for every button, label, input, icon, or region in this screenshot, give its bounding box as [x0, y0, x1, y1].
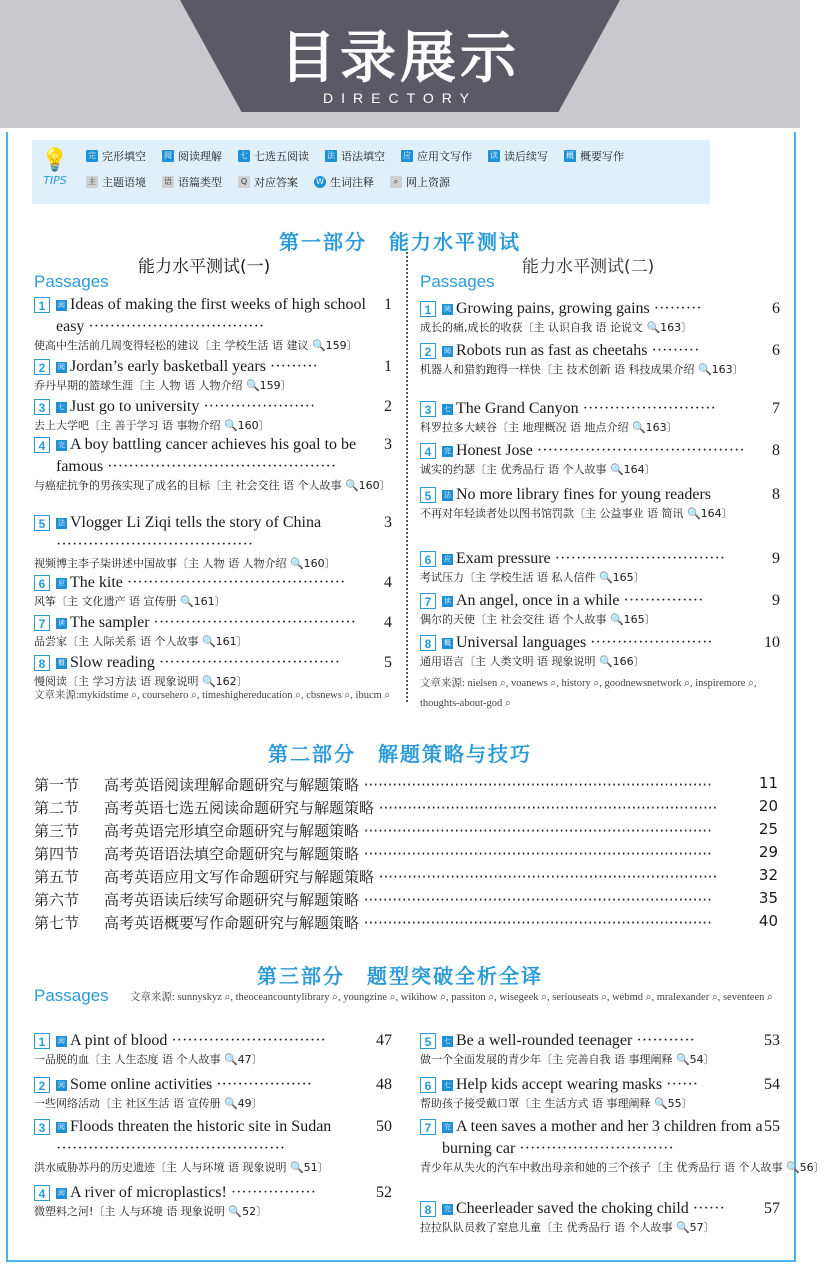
entry-number: 1 [34, 1033, 50, 1049]
tip-label: 网上资源 [406, 176, 450, 189]
tip-badge-icon: 阅 [164, 151, 172, 160]
section-number: 第三节 [34, 822, 80, 840]
entry-subtitle: 去上大学吧〔主 善于学习 语 事物介绍 🔍160〕 [34, 419, 270, 432]
entry-number: 8 [34, 655, 50, 671]
entry-page: 50 [376, 1118, 392, 1135]
section-page: 32 [758, 866, 778, 884]
toc-entry [34, 1182, 392, 1220]
entry-title [420, 548, 780, 570]
entry-subtitle: 偶尔的天使〔主 社会交往 语 个人故事 🔍165〕 [420, 613, 656, 626]
entry-number: 2 [420, 343, 436, 359]
entry-page: 47 [376, 1032, 392, 1049]
entry-number: 2 [34, 1077, 50, 1093]
section-row [34, 889, 778, 910]
entry-title [34, 652, 392, 674]
tip-badge-icon: 完 [88, 151, 96, 160]
entry-page: 3 [384, 436, 392, 453]
tip-badge-icon: 七 [240, 151, 248, 160]
entry-page: 8 [772, 486, 780, 503]
toc-entry [34, 512, 392, 572]
entry-title [420, 1074, 780, 1096]
col1-source: 文章来源:mykidstime ⌕, coursehero ⌕, timeshighereducation ⌕, cbsnews ⌕, ibucm ⌕ [34, 690, 391, 701]
section-row [34, 866, 778, 887]
part2-title: 第二部分 解题策略与技巧 [268, 742, 532, 766]
entry-title [420, 340, 780, 362]
section-row [34, 912, 778, 933]
tips-label: TIPS [43, 174, 67, 187]
entry-title-text: The kite ········································· [70, 574, 346, 591]
entry-title [420, 398, 780, 420]
toc-entry [34, 294, 392, 354]
question-type-icon: 七 [444, 405, 451, 413]
question-type-icon: 阅 [58, 1123, 65, 1131]
entry-subtitle: 品尝家〔主 人际关系 语 个人故事 🔍161〕 [34, 635, 248, 648]
entry-title [34, 1074, 392, 1096]
entry-page: 54 [764, 1076, 780, 1093]
entry-title-text: The Grand Canyon ························· [456, 400, 716, 417]
column-divider [406, 252, 408, 702]
tip-badge-icon: 语 [164, 177, 172, 186]
question-type-icon: 应 [444, 555, 451, 563]
section-row [34, 797, 778, 818]
tip-label: 概要写作 [580, 150, 624, 163]
section-number: 第一节 [34, 776, 80, 794]
entry-number: 5 [34, 515, 50, 531]
entry-subtitle: 风筝〔主 文化遗产 语 宣传册 🔍161〕 [34, 595, 226, 608]
entry-title-text: Just go to university ····················· [70, 398, 316, 415]
entry-number: 6 [420, 1077, 436, 1093]
entry-title [34, 294, 392, 338]
part3-title: 第三部分 题型突破全析全译 [257, 964, 543, 988]
entry-subtitle: 乔丹早期的篮球生涯〔主 人物 语 人物介绍 🔍159〕 [34, 379, 292, 392]
entry-subtitle: 帮助孩子接受戴口罩〔主 生活方式 语 事理阐释 🔍55〕 [420, 1097, 693, 1110]
entry-title [420, 1030, 780, 1052]
entry-subtitle: 不再对年轻读者处以图书馆罚款〔主 公益事业 语 简讯 🔍164〕 [420, 507, 733, 520]
entry-title-text: Ideas of making the first weeks of high school easy ································· [56, 296, 366, 335]
tip-item [401, 148, 472, 164]
col1-heading: 能力水平测试(一) [138, 257, 271, 277]
section-number: 第四节 [34, 845, 80, 863]
tip-label: 对应答案 [254, 176, 298, 189]
section-number: 第二节 [34, 799, 80, 817]
page-subtitle: DIRECTORY [323, 90, 477, 106]
entry-title-text: Cheerleader saved the choking child ······ [456, 1200, 725, 1217]
section-row [34, 843, 778, 864]
col1-passages-label: Passages [34, 272, 109, 291]
entry-title-text: Jordan’s early basketball years ········· [70, 358, 318, 375]
entry-title [420, 632, 780, 654]
tip-label: 语法填空 [341, 150, 385, 163]
section-page: 25 [758, 820, 778, 838]
entry-subtitle: 科罗拉多大峡谷〔主 地理概况 语 地点介绍 🔍163〕 [420, 421, 678, 434]
entry-page: 48 [376, 1076, 392, 1093]
tip-item [162, 148, 222, 164]
tip-badge-icon: W [314, 176, 326, 188]
tip-label: 主题语境 [102, 176, 146, 189]
entry-subtitle: 通用语言〔主 人类文明 语 现象说明 🔍166〕 [420, 655, 645, 668]
entry-title [420, 440, 780, 462]
tip-item [162, 174, 222, 190]
question-type-icon: 应 [58, 579, 65, 587]
question-type-icon: 阅 [444, 347, 451, 355]
tip-label: 七选五阅读 [254, 150, 309, 163]
entry-title-text: A pint of blood ····························· [70, 1032, 326, 1049]
tip-label: 读后续写 [504, 150, 548, 163]
question-type-icon: 阅 [58, 301, 65, 309]
section-title: 高考英语完形填空命题研究与解题策略 ········································································· [104, 822, 712, 840]
entry-page: 6 [772, 300, 780, 317]
entry-subtitle: 一品脱的血〔主 人生态度 语 个人故事 🔍47〕 [34, 1053, 263, 1066]
entry-number: 7 [420, 593, 436, 609]
question-type-icon: 阅 [444, 305, 451, 313]
entry-title-text: Help kids accept wearing masks ······ [456, 1076, 699, 1093]
toc-entry [34, 572, 392, 610]
entry-subtitle: 拉拉队队员救了窒息儿童〔主 优秀品行 语 个人故事 🔍57〕 [420, 1221, 715, 1234]
entry-title [34, 356, 392, 378]
toc-entry [34, 356, 392, 394]
entry-page: 1 [384, 358, 392, 375]
question-type-icon: 阅 [58, 1037, 65, 1045]
tip-label: 语篇类型 [178, 176, 222, 189]
tips-row-1 [86, 148, 640, 164]
question-type-icon: 阅 [58, 1189, 65, 1197]
col2-heading: 能力水平测试(二) [522, 257, 655, 277]
part1-title: 第一部分 能力水平测试 [279, 230, 521, 254]
col2-source: 文章来源: nielsen ⌕, voanews ⌕, history ⌕, goodnewsnetwork ⌕, inspiremore ⌕, thoughts-about-god ⌕ [420, 678, 757, 709]
entry-title-text: A river of microplastics! ················ [70, 1184, 317, 1201]
entry-subtitle: 慢阅读〔主 学习方法 语 现象说明 🔍162〕 [34, 675, 248, 688]
toc-entry [34, 1074, 392, 1112]
section-number: 第五节 [34, 868, 80, 886]
entry-page: 1 [384, 296, 392, 313]
section-page: 29 [758, 843, 778, 861]
tip-label: 生词注释 [330, 176, 374, 189]
entry-subtitle: 考试压力〔主 学校生活 语 私人信件 🔍165〕 [420, 571, 645, 584]
entry-title [34, 1030, 392, 1052]
toc-entry [420, 548, 780, 586]
entry-title-text: Slow reading ·································· [70, 654, 341, 671]
tip-item [488, 148, 548, 164]
entry-number: 1 [420, 301, 436, 317]
entry-number: 5 [420, 1033, 436, 1049]
entry-title [34, 612, 392, 634]
entry-title [34, 512, 392, 556]
tip-item [238, 148, 309, 164]
entry-page: 9 [772, 592, 780, 609]
tip-item [86, 148, 146, 164]
section-title: 高考英语七选五阅读命题研究与解题策略 ······································································· [104, 799, 718, 817]
entry-number: 3 [34, 1119, 50, 1135]
section-title: 高考英语读后续写命题研究与解题策略 ········································································· [104, 891, 712, 909]
question-type-icon: 阅 [58, 1081, 65, 1089]
tip-badge-icon: 主 [88, 177, 96, 186]
toc-entry [34, 612, 392, 650]
toc-entry [34, 396, 392, 434]
tip-item [314, 174, 374, 190]
entry-number: 1 [34, 297, 50, 313]
entry-subtitle: 视频博主李子柒讲述中国故事〔主 人物 语 人物介绍 🔍160〕 [34, 557, 336, 570]
toc-entry [420, 1116, 825, 1176]
question-type-icon: 阅 [58, 363, 65, 371]
toc-entry [34, 652, 392, 690]
section-page: 35 [758, 889, 778, 907]
entry-subtitle: 机器人和猎豹跑得一样快〔主 技术创新 语 科技成果介绍 🔍163〕 [420, 363, 744, 376]
toc-entry [420, 298, 780, 336]
entry-title-text: A boy battling cancer achieves his goal to be famous ··········································· [56, 436, 357, 475]
toc-entry [420, 1074, 780, 1112]
entry-page: 6 [772, 342, 780, 359]
section-row [34, 820, 778, 841]
question-type-icon: 七 [444, 1081, 451, 1089]
entry-page: 57 [764, 1200, 780, 1217]
entry-title [34, 434, 392, 478]
tips-row-2 [86, 174, 466, 190]
question-type-icon: 七 [58, 403, 65, 411]
entry-title-text: A teen saves a mother and her 3 children from a burning car ····························· [442, 1118, 763, 1157]
section-page: 11 [758, 774, 778, 792]
entry-page: 8 [772, 442, 780, 459]
entry-number: 7 [34, 615, 50, 631]
part3-passages-label: Passages [34, 986, 109, 1005]
entry-title-text: Some online activities ·················· [70, 1076, 313, 1093]
toc-entry [34, 1030, 392, 1068]
entry-page: 9 [772, 550, 780, 567]
entry-page: 53 [764, 1032, 780, 1049]
entry-title [34, 1182, 392, 1204]
entry-title [34, 1116, 392, 1160]
entry-title-text: Vlogger Li Ziqi tells the story of China ····································· [56, 514, 322, 553]
tip-label: 阅读理解 [178, 150, 222, 163]
section-number: 第七节 [34, 914, 80, 932]
question-type-icon: 完 [58, 441, 65, 449]
toc-entry [420, 440, 780, 478]
entry-title [420, 484, 780, 506]
entry-page: 4 [384, 614, 392, 631]
entry-number: 3 [420, 401, 436, 417]
entry-subtitle: 与癌症抗争的男孩实现了成名的目标〔主 社会交往 语 个人故事 🔍160〕 [34, 479, 391, 492]
entry-number: 4 [34, 437, 50, 453]
tip-badge-icon: Q [238, 176, 250, 188]
toc-entry [420, 632, 780, 670]
section-title: 高考英语阅读理解命题研究与解题策略 ········································································· [104, 776, 712, 794]
entry-page: 2 [384, 398, 392, 415]
entry-title [420, 1116, 780, 1160]
tip-badge-icon: 法 [327, 151, 335, 160]
entry-number: 8 [420, 1201, 436, 1217]
section-page: 40 [758, 912, 778, 930]
toc-entry [420, 1030, 780, 1068]
header-banner [0, 0, 800, 128]
entry-title-text: The sampler ······································ [70, 614, 356, 631]
entry-title-text: Growing pains, growing gains ········· [456, 300, 702, 317]
question-type-icon: 完 [444, 1205, 451, 1213]
lightbulb-icon: 💡 [41, 148, 69, 173]
entry-number: 2 [34, 359, 50, 375]
entry-number: 4 [34, 1185, 50, 1201]
entry-title-text: Robots run as fast as cheetahs ········· [456, 342, 700, 359]
toc-entry [420, 1198, 780, 1236]
question-type-icon: 法 [444, 491, 451, 499]
entry-page: 7 [772, 400, 780, 417]
tip-badge-icon: 读 [490, 151, 498, 160]
entry-subtitle: 诚实的约瑟〔主 优秀品行 语 个人故事 🔍164〕 [420, 463, 656, 476]
section-number: 第六节 [34, 891, 80, 909]
entry-title-text: Be a well-rounded teenager ··········· [456, 1032, 695, 1049]
entry-subtitle: 成长的痛,成长的收获〔主 认识自我 语 论说文 🔍163〕 [420, 321, 693, 334]
entry-subtitle: 做一个全面发展的青少年〔主 完善自我 语 事理阐释 🔍54〕 [420, 1053, 715, 1066]
question-type-icon: 完 [444, 447, 451, 455]
entry-title [420, 1198, 780, 1220]
entry-title-text: An angel, once in a while ··············· [456, 592, 704, 609]
entry-title [34, 396, 392, 418]
question-type-icon: 读 [444, 597, 451, 605]
tip-badge-icon: 应 [403, 151, 411, 160]
entry-subtitle: 使高中生活前几周变得轻松的建议〔主 学校生活 语 建议 🔍159〕 [34, 339, 358, 352]
toc-entry [420, 484, 780, 522]
toc-entry [34, 434, 392, 494]
entry-subtitle: 洪水威胁苏丹的历史遗迹〔主 人与环境 语 现象说明 🔍51〕 [34, 1161, 329, 1174]
question-type-icon: 概 [58, 659, 65, 667]
entry-page: 55 [764, 1118, 780, 1135]
question-type-icon: 概 [444, 639, 451, 647]
tip-label: 完形填空 [102, 150, 146, 163]
entry-number: 8 [420, 635, 436, 651]
entry-page: 4 [384, 574, 392, 591]
section-page: 20 [758, 797, 778, 815]
tip-item [86, 174, 146, 190]
entry-title-text: Honest Jose ······································· [456, 442, 745, 459]
entry-number: 7 [420, 1119, 436, 1135]
question-type-icon: 法 [58, 519, 65, 527]
entry-title-text: Universal languages ······················· [456, 634, 713, 651]
question-type-icon: 七 [444, 1037, 451, 1045]
part3-source: 文章来源: sunnyskyz ⌕, theoceancountylibrary ⌕, youngzine ⌕, wikihow ⌕, passiton ⌕, wisegeek ⌕, seriouseats ⌕, webmd ⌕, mralexander ⌕, seventeen ⌕ [130, 992, 773, 1003]
entry-number: 5 [420, 487, 436, 503]
section-title: 高考英语语法填空命题研究与解题策略 ········································································· [104, 845, 712, 863]
entry-title [420, 298, 780, 320]
entry-title-text: Floods threaten the historic site in Sudan ··········································· [56, 1118, 332, 1157]
question-type-icon: 读 [58, 619, 65, 627]
entry-title-text: No more library fines for young readers [456, 486, 712, 503]
entry-number: 6 [34, 575, 50, 591]
entry-number: 6 [420, 551, 436, 567]
tips-bulb [40, 148, 70, 200]
tip-badge-icon: ⌕ [390, 176, 402, 188]
section-title: 高考英语概要写作命题研究与解题策略 ········································································· [104, 914, 712, 932]
toc-entry [420, 340, 780, 378]
toc-entry [420, 398, 780, 436]
toc-entry [420, 590, 780, 628]
question-type-icon: 完 [444, 1123, 451, 1131]
entry-title [34, 572, 392, 594]
tip-item [390, 174, 450, 190]
tip-item [238, 174, 298, 190]
page-title: 目录展示 [280, 26, 520, 91]
section-title: 高考英语应用文写作命题研究与解题策略 ······································································· [104, 868, 718, 886]
entry-subtitle: 一些网络活动〔主 社区生活 语 宣传册 🔍49〕 [34, 1097, 263, 1110]
tip-label: 应用文写作 [417, 150, 472, 163]
entry-number: 3 [34, 399, 50, 415]
toc-entry [34, 1116, 392, 1176]
col2-passages-label: Passages [420, 272, 495, 291]
tip-badge-icon: 概 [566, 151, 574, 160]
section-row [34, 774, 778, 795]
entry-title [420, 590, 780, 612]
entry-number: 4 [420, 443, 436, 459]
entry-subtitle: 微塑料之河!〔主 人与环境 语 现象说明 🔍52〕 [34, 1205, 268, 1218]
entry-page: 5 [384, 654, 392, 671]
entry-subtitle: 青少年从失火的汽车中救出母亲和她的三个孩子〔主 优秀品行 语 个人故事 🔍56〕 [420, 1161, 825, 1174]
tip-item [564, 148, 624, 164]
tip-item [325, 148, 385, 164]
entry-page: 10 [764, 634, 780, 651]
entry-page: 52 [376, 1184, 392, 1201]
entry-title-text: Exam pressure ································ [456, 550, 726, 567]
entry-page: 3 [384, 514, 392, 531]
